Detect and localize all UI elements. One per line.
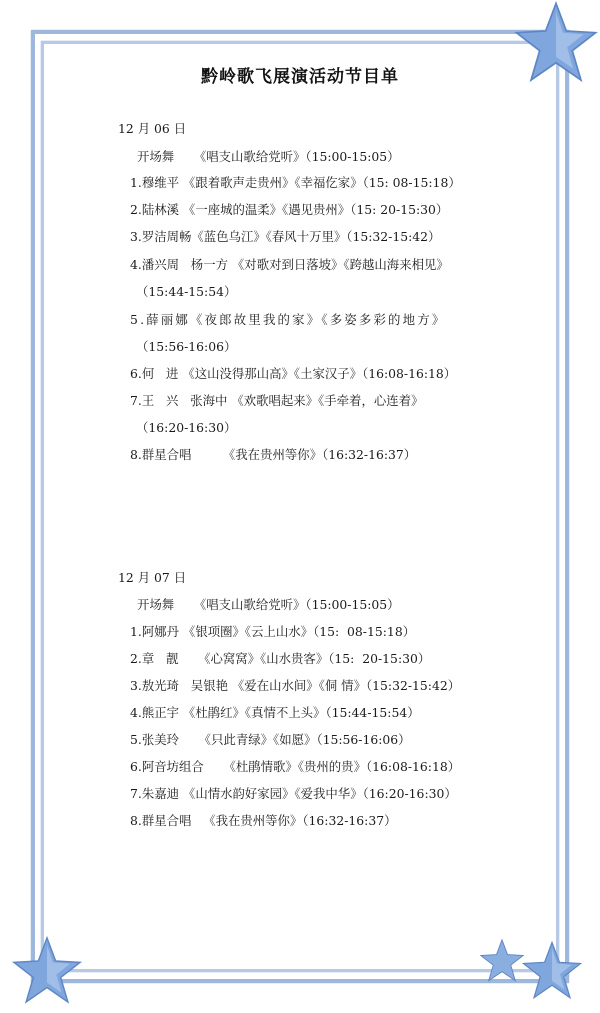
list-item: 5.张美玲 《只此青绿》《如愿》（15:56-16:06）	[130, 732, 411, 747]
star-icon	[520, 940, 584, 1002]
list-item: 4.熊正宇 《杜鹃红》《真情不上头》（15:44-15:54）	[130, 705, 420, 720]
list-item: 6.阿音坊组合 《杜鹃情歌》《贵州的贵》（16:08-16:18）	[130, 759, 461, 774]
list-item: 3.敖光琦 吴银艳 《爱在山水间》《侗 情》（15:32-15:42）	[130, 678, 461, 693]
star-icon	[478, 938, 526, 984]
list-item: 5.薛丽娜《夜郎故里我的家》《多姿多彩的地方》	[130, 312, 447, 327]
star-icon	[10, 935, 84, 1007]
list-item: 6.何 进 《这山没得那山高》《土家汉子》（16:08-16:18）	[130, 366, 457, 381]
list-item: 4.潘兴周 杨一方 《对歌对到日落坡》《跨越山海来相见》	[130, 257, 449, 272]
list-item-time: （15:44-15:54）	[136, 284, 237, 299]
list-item-time: （16:20-16:30）	[136, 420, 237, 435]
list-item: 2.章 靓 《心窝窝》《山水贵客》（15: 20-15:30）	[130, 651, 431, 666]
list-item-time: （15:56-16:06）	[136, 339, 237, 354]
page-title: 黔岭歌飞展演活动节目单	[201, 67, 399, 87]
list-item: 7.朱嘉迪 《山情水韵好家园》《爱我中华》（16:20-16:30）	[130, 786, 457, 801]
list-item: 3.罗洁周畅《蓝色乌江》《春风十万里》（15:32-15:42）	[130, 229, 441, 244]
list-item: 2.陆林溪 《一座城的温柔》《遇见贵州》（15: 20-15:30）	[130, 202, 449, 217]
list-item: 8.群星合唱 《我在贵州等你》（16:32-16:37）	[130, 447, 417, 462]
list-item: 1.穆维平 《跟着歌声走贵州》《幸福仡家》（15: 08-15:18）	[130, 175, 461, 190]
day1-date: 12 月 06 日	[118, 121, 187, 136]
list-item: 7.王 兴 张海中 《欢歌唱起来》《手牵着，心连着》	[130, 393, 424, 408]
list-item: 1.阿娜丹 《银项圈》《云上山水》（15: 08-15:18）	[130, 624, 416, 639]
day2-opening: 开场舞 《唱支山歌给党听》（15:00-15:05）	[137, 597, 400, 612]
list-item: 8.群星合唱 《我在贵州等你》（16:32-16:37）	[130, 813, 397, 828]
day2-date: 12 月 07 日	[118, 570, 187, 585]
day1-opening: 开场舞 《唱支山歌给党听》（15:00-15:05）	[137, 149, 400, 164]
